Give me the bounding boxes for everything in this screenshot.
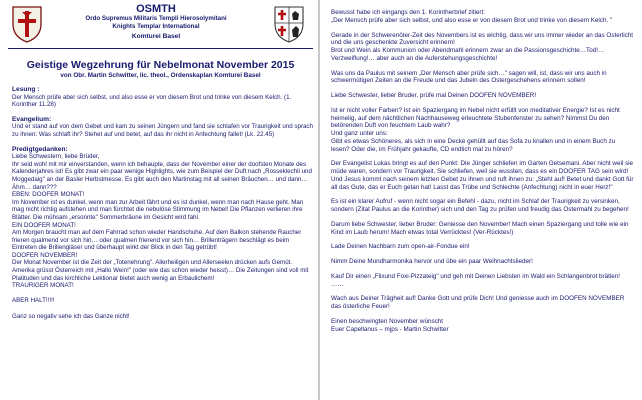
left-body [0, 86, 321, 320]
page-right [321, 0, 642, 400]
paragraph: Liebe Schwester, lieber Bruder, prüfe mal Deinen DOOFEN NOVEMBER! [331, 92, 537, 99]
paragraph: Lade Deinen Nachbarn zum open-air-Fondue ein! [331, 243, 470, 251]
org-line-1: Ordo Supremus Militaris Templi Hierosolymitani [85, 15, 227, 22]
paragraph: Was uns da Paulus mit seinem „Der Mensch aber prüfe sich…" sagen will, ist, dass wir uns auch in schwermütigen Zeiten an die Freude und das Jubeln des Ostergeschehens erinnern sollen! [331, 69, 607, 85]
closing-signature: Einen beschwingten November wünscht Euer Capellanus – mjps - Martin Schwitter [331, 317, 449, 333]
right-body [321, 0, 642, 333]
paragraph: Wach aus Deiner Trägheit auf! Danke Gott und prüfe Dich! Und geniesse auch im DOOFEN NOVEMBER das österliche Feuer! [331, 295, 625, 310]
header-rule [8, 48, 313, 49]
org-name: OSMTH [136, 3, 176, 15]
paragraph: Gerade in der Schwerenöter-Zeit des Novembers ist es wichtig, dass wir uns immer wieder an das Osterlicht und die uns geschenkte Zuversicht erinnern! Brot und Wein als Kommunion oder Abendmahl erinnern zwar an die Passionsgeschichte…Tod!…Verzweiflung!… aber auch an die Auferstehungsgeschichte! [331, 31, 634, 62]
commandery-name: Komturei Basel [131, 33, 181, 40]
paragraph: Bewusst habe ich eingangs den 1. Korintherbrief zitiert: „Der Mensch prüfe aber sich selbst, und also esse er von diesem Brot und trinke von diesem Kelch. " [331, 9, 613, 24]
basel-crest-icon [272, 4, 306, 44]
evangelium-text: Und er stand auf von dem Gebet und kam zu seinen Jüngern und fand sie schlafen vor Traurigkeit und sprach zu ihnen: Was schlaft ihr? Stehet auf und betet, auf das ihr nicht in Anfechtung fallet! (Lk. 22.45) [12, 123, 313, 138]
org-line-2: Knights Templar International [112, 23, 200, 30]
paragraph: Es ist ein klarer Aufruf - wenn nicht sogar ein Befehl - dazu, nicht im Schlaf der Traurigkeit zu versinken, sondern (Zitat Paulus an die Korinther) sich und den Tag zu prüfen und freudig das Ostermahl zu begehen! [331, 198, 629, 213]
paragraph: Ist er nicht voller Farben? Ist ein Spaziergang im Nebel nicht erfüllt von meditativer Energie? Ist es nicht heimelig, auf dem nächtlichen Nachhauseweg erleuchtete Stubenfenster zu sehen? Nimmst Du den betörenden Duft von feuchtem Laub wahr? Und ganz unter uns: Gibt es etwas Schöneres, als sich in eine Decke gehüllt auf das Sofa zu knallen und in einem Buch zu lesen? Oder die, im Frühjahr gekaufte, CD endlich mal zu hören? [331, 106, 620, 153]
predigt-heading: Predigtgedanken: [12, 145, 68, 153]
author-byline: von Obr. Martin Schwitter, lic. theol., Ordenskaplan Komturei Basel [60, 72, 261, 79]
evangelium-heading: Evangelium: [12, 115, 52, 123]
lesung-heading: Lesung : [12, 86, 40, 93]
predigt-text: Liebe Schwestern, liebe Brüder, Ihr seid wohl mit mir einverstanden, wenn ich behaupte, dass der November einer der doofsten Monate des Kalenderjahres ist! Es gibt zwar ein paar wenige Highlights, wie zum Beispiel der Duft nach „Rosseklechli und Moggedaig" an der Basler Herbstmesse. Es gibt auch den Martinstag mit all seinen Bräuchen… und dann… Ähm… dann??? EBEN: DOOFER MONAT! Im November ist es dunkel, wenn man zur Arbeit fährt und es ist dunkel, wenn man nach Hause geht. Man mag nicht richtig aufstehen und man fürchtet die nebulöse Stimmung im Nebel! Die Pflanzen verlieren ihre Blätter. Die mühsam „ersonnte" Sommerbräune im Gesicht wird fahl. EIN DOOFER MONAT! Am Morgen braucht man auf dem Fahrrad schon wieder Handschuhe. Auf dem Balkon stehende Raucher frieren qualmend vor sich hin… oder qualmen frierend vor sich hin… Brillenträgern beschlägt es beim Eintreten die Brillengläser und überhaupt wirkt der Blick in den Tag getrübt! DOOFER NOVEMBER! Der Monat November ist die Zeit der „Totenehrung". Allerheiligen und Allerseelen drücken aufs Gemüt. Amerika grüsst Österreich mit „Hallo Wein!" (oder wie das schon wieder heisst)… Die Zeitungen sind voll mit Platituden und das kirchliche Lektionar bietet auch wenig an Erbaulichem! TRAURIGER MONAT! ABER HALT!!!!! Ganz so negativ sehe ich das Ganze nicht! [12, 153, 312, 320]
paragraph: Nimm Deine Mundharmonika hervor und übe ein paar Weihnachtslieder! [331, 258, 533, 265]
paragraph: Kauf Dir einen „Flixund Foxi-Pizzateig" und geh mit Deinen Liebsten im Wald ein Schlangenbrot brätlen! …… [331, 272, 621, 288]
letterhead [0, 0, 321, 48]
paragraph: Darum liebe Schwester, lieber Bruder: Geniesse den November! Mach einen Spaziergang und tolle wie ein Kind im Laub herum! Mach etwas total Verrücktes! (Ver-Rücktes!) [331, 220, 629, 236]
document-title: Geistige Wegzehrung für Nebelmonat November 2015 [26, 59, 295, 71]
lesung-text: Der Mensch prüfe aber sich selbst, und also esse er von diesem Brot und trinke von diesem Kelch. (1. Korinther 11.28) [12, 93, 292, 109]
letterhead-text [48, 3, 264, 40]
page-gap [318, 0, 320, 400]
osmth-crest-icon [10, 4, 44, 44]
paragraph: Der Evangelist Lukas bringt es auf den Punkt: Die Jünger schliefen im Garten Getsemani. Aber nicht weil sie müde waren, sondern vor Traurigkeit. Sie schliefen, weil sie wussten, dass es ein DOOFER TAG sein wird! Und Jesus kommt nach seinem letzten Gebet zu ihnen und ruft ihnen zu: „Steht auf! Betet und dankt Gott für all das Gute, das er Euch getan hat! Lasst das Trübe und Schlechte (Anfechtung) nicht in euer Herz!" [331, 160, 634, 191]
